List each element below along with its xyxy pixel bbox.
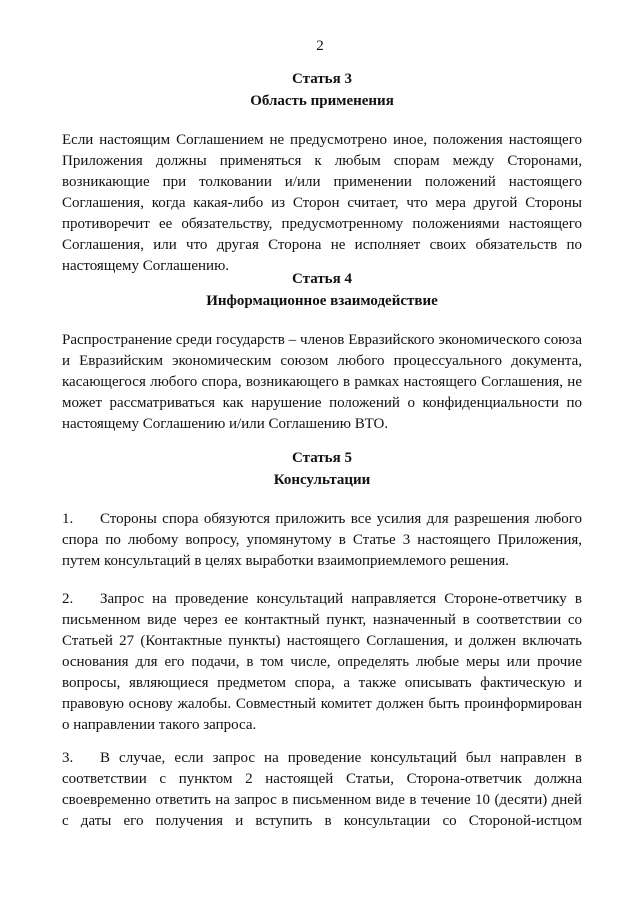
article-subtitle: Консультации [273,472,371,488]
article-5-heading [62,447,582,491]
item-text: Стороны спора обязуются приложить все усилия для разрешения любого спора по любому вопросу, упомянутому в Статье 3 настоящего Приложения, путем консультаций в целях выработки взаимоприемлемого решения. [62,511,582,569]
item-number: 1. [62,511,74,527]
article-4-paragraph: Распространение среди государств – членов Евразийского экономического союза и Евразийским экономическим союзом любого процессуального документа, касающегося любого спора, возникающего в рамках настоящего Соглашения, не может рассматриваться как нарушение положений о конфиденциальности по настоящему Соглашению и/или Соглашению ВТО. [62,332,582,432]
list-item [62,589,582,736]
article-subtitle: Информационное взаимодействие [206,293,438,309]
article-subtitle: Область применения [250,93,394,109]
list-item [62,509,582,572]
article-title: Статья 3 [292,71,352,87]
item-number: 3. [62,750,74,766]
list-item [62,748,582,832]
page-number: 2 [316,38,324,54]
item-text: В случае, если запрос на проведение консультаций был направлен в соответствии с пунктом 2 настоящей Статьи, Сторона-ответчик должна своевременно ответить на запрос в письменном виде в течение 10 (десяти) дней с даты его получения и вступить в консультации со Стороной-истцом [62,750,582,829]
article-title: Статья 4 [292,271,352,287]
article-title: Статья 5 [292,450,352,466]
article-4-heading [62,268,582,312]
article-3-paragraph: Если настоящим Соглашением не предусмотрено иное, положения настоящего Приложения должны применяться к любым спорам между Сторонами, возникающие при толковании и/или применении положений настоящего Соглашения, когда какая-либо из Сторон считает, что мера другой Стороны противоречит ее обязательству, предусмотренному положениями настоящего Соглашения, или что другая Сторона не исполняет своих обязательств по настоящему Соглашению. [62,132,582,274]
item-text: Запрос на проведение консультаций направляется Стороне-ответчику в письменном виде через ее контактный пункт, назначенный в соответствии со Статьей 27 (Контактные пункты) настоящего Соглашения, и должен включать основания для его подачи, в том числе, определять любые меры или прочие вопросы, являющиеся предметом спора, а также описывать фактическую и правовую основу жалобы. Совместный комитет должен быть проинформирован о направлении такого запроса. [62,591,582,733]
item-number: 2. [62,591,74,607]
article-3-heading [62,68,582,112]
